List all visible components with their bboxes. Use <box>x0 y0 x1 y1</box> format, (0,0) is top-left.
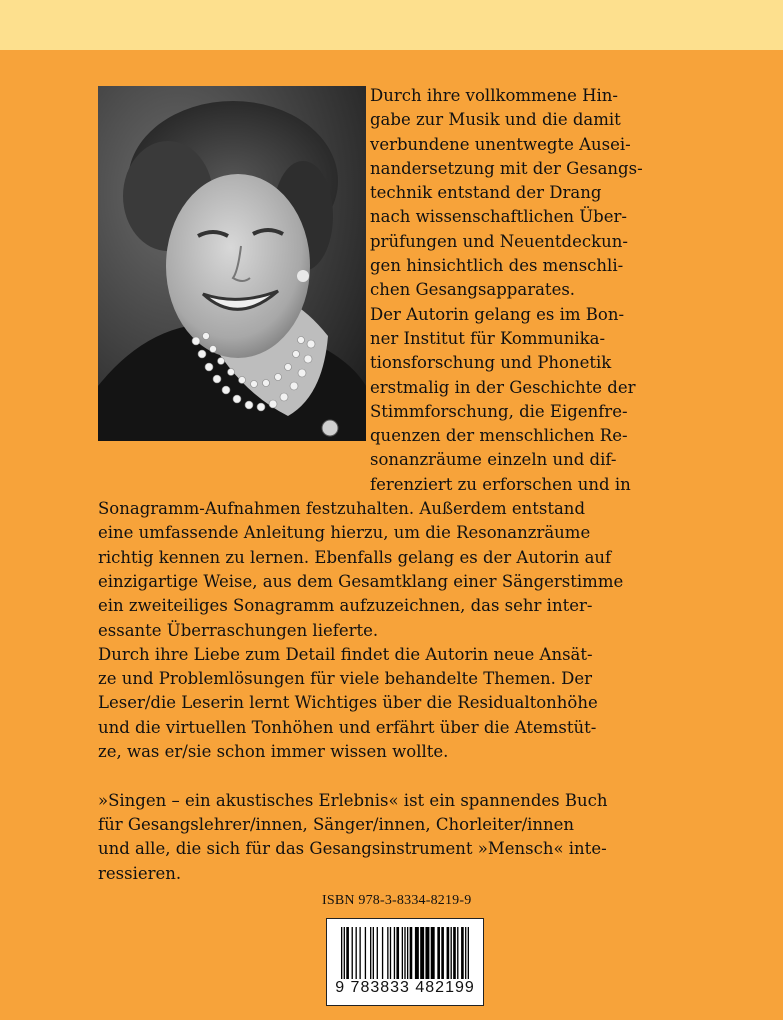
text-line: Sonagramm-Aufnahmen festzuhalten. Außerdem entstand <box>98 499 585 519</box>
text-line: Stimmforschung, die Eigenfre- <box>370 401 628 421</box>
barcode-bar <box>457 927 458 979</box>
barcode-bar <box>377 927 378 979</box>
barcode-bar <box>425 927 429 979</box>
barcode-bar <box>373 927 374 979</box>
barcode-bar <box>370 927 371 979</box>
barcode-bar <box>341 927 342 979</box>
barcode-bar <box>420 927 424 979</box>
barcode-bar <box>382 927 383 979</box>
barcode-bar <box>404 927 405 979</box>
back-cover-text <box>98 84 643 886</box>
text-line: Leser/die Leserin lernt Wichtiges über die Residualtonhöhe <box>98 693 598 713</box>
barcode-bar <box>451 927 452 979</box>
paragraph-gap <box>98 764 498 788</box>
text-line: ze, was er/sie schon immer wissen wollte. <box>98 742 449 762</box>
text-line: tionsforschung und Phonetik <box>370 353 612 373</box>
barcode-bar <box>352 927 353 979</box>
barcode-bar <box>390 927 391 979</box>
ean-barcode-icon <box>341 927 469 979</box>
text-line: technik entstand der Drang <box>370 183 602 203</box>
barcode-bar <box>441 927 444 979</box>
barcode-bar <box>387 927 388 979</box>
barcode-bar <box>410 927 413 979</box>
barcode-bar <box>344 927 345 979</box>
text-line: ner Institut für Kommunika- <box>370 328 606 348</box>
text-line: ferenziert zu erforschen und in <box>370 474 631 494</box>
text-line: einzigartige Weise, aus dem Gesamtklang einer Sängerstimme <box>98 571 624 591</box>
text-line: ressieren. <box>98 863 182 883</box>
text-line: ze und Problemlösungen für viele behandelte Themen. Der <box>98 669 593 689</box>
text-line: richtig kennen zu lernen. Ebenfalls gelang es der Autorin auf <box>98 547 612 567</box>
barcode-bar <box>346 927 349 979</box>
text-line: Durch ihre vollkommene Hin- <box>370 86 618 105</box>
text-line: nach wissenschaftlichen Über- <box>370 207 627 227</box>
barcode-digits: 9 783833 482199 <box>335 979 475 996</box>
text-line: und die virtuellen Tonhöhen und erfährt über die Atemstüt- <box>98 717 597 737</box>
text-line: Der Autorin gelang es im Bon- <box>370 304 625 324</box>
barcode-bar <box>453 927 456 979</box>
barcode-bar <box>402 927 403 979</box>
barcode-bar <box>461 927 464 979</box>
text-line: gabe zur Musik und die damit <box>370 110 621 130</box>
text-line: und alle, die sich für das Gesangsinstrument »Mensch« inte- <box>98 839 607 859</box>
barcode-bar <box>396 927 399 979</box>
main-paragraph <box>98 84 643 764</box>
text-line: chen Gesangsapparates. <box>370 280 576 300</box>
barcode-bar <box>465 927 466 979</box>
text-line: eine umfassende Anleitung hierzu, um die Resonanzräume <box>98 523 591 543</box>
text-line: essante Überraschungen lieferte. <box>98 620 379 640</box>
barcode-bar <box>359 927 360 979</box>
barcode-bar <box>468 927 469 979</box>
text-line: für Gesangslehrer/innen, Sänger/innen, Chorleiter/innen <box>98 814 575 834</box>
text-line: »Singen – ein akustisches Erlebnis« ist ein spannendes Buch <box>98 790 608 810</box>
barcode-bar <box>447 927 450 979</box>
closing-paragraph <box>98 789 608 886</box>
text-line: erstmalig in der Geschichte der <box>370 377 636 397</box>
barcode-bar <box>407 927 408 979</box>
barcode-bar <box>356 927 357 979</box>
barcode-bar <box>365 927 366 979</box>
barcode-bar <box>431 927 435 979</box>
barcode <box>326 918 484 1006</box>
text-line: quenzen der menschlichen Re- <box>370 426 628 446</box>
isbn-label: ISBN 978-3-8334-8219-9 <box>322 893 472 908</box>
barcode-bar <box>415 927 419 979</box>
text-line: Durch ihre Liebe zum Detail findet die Autorin neue Ansät- <box>98 644 593 664</box>
text-line: sonanzräume einzeln und dif- <box>370 450 617 470</box>
barcode-bar <box>394 927 395 979</box>
text-line: ein zweiteiliges Sonagramm aufzuzeichnen, das sehr inter- <box>98 596 593 616</box>
top-color-band <box>0 0 783 50</box>
text-line: nandersetzung mit der Gesangs- <box>370 158 643 178</box>
barcode-bar <box>437 927 440 979</box>
text-line: gen hinsichtlich des menschli- <box>370 256 624 276</box>
text-line: verbundene unentwegte Ausei- <box>370 134 631 154</box>
text-line: prüfungen und Neuentdeckun- <box>370 231 628 251</box>
